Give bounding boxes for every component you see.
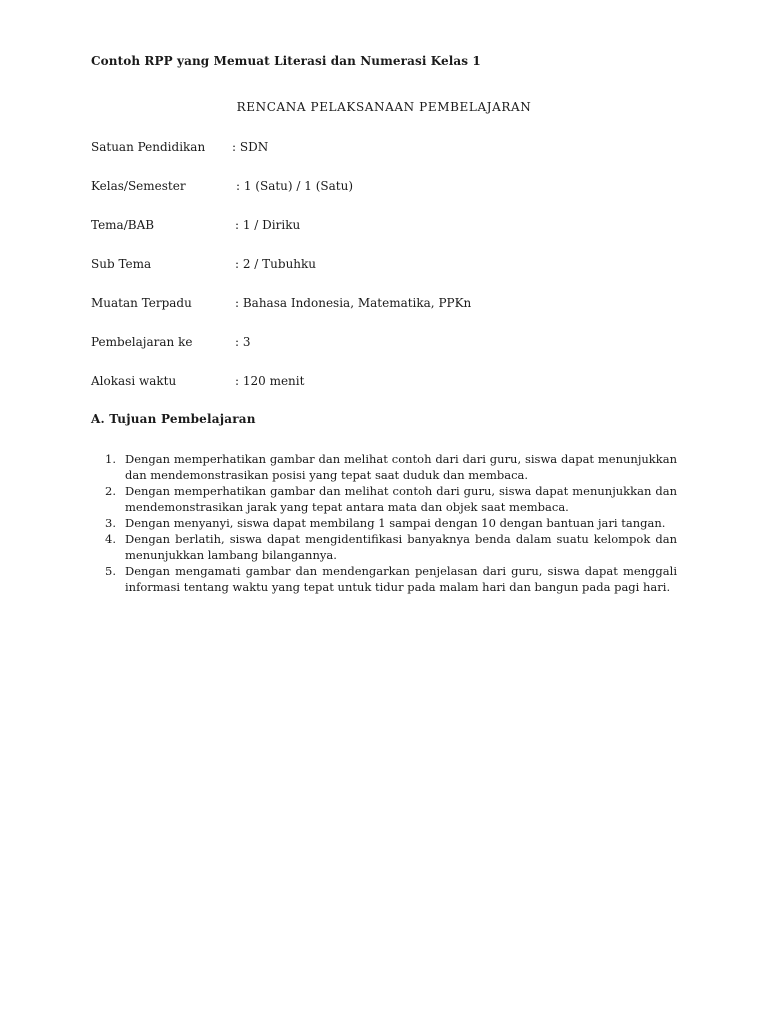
list-item <box>91 563 677 595</box>
list-item-number: 3. <box>105 516 116 530</box>
list-item-number: 1. <box>105 452 116 466</box>
list-item-number: 5. <box>105 564 116 578</box>
info-value: : 3 <box>235 335 251 349</box>
info-value: : Bahasa Indonesia, Matematika, PPKn <box>235 296 472 310</box>
list-item <box>91 451 677 483</box>
info-label: Satuan Pendidikan <box>91 140 206 154</box>
info-label: Pembelajaran ke <box>91 335 193 349</box>
info-label: Sub Tema <box>91 257 152 271</box>
list-item-number: 4. <box>105 532 116 546</box>
info-value: : 1 / Diriku <box>235 218 301 232</box>
info-label: Tema/BAB <box>91 218 155 232</box>
info-value: : 120 menit <box>235 374 305 388</box>
document-title: Contoh RPP yang Memuat Literasi dan Numerasi Kelas 1 <box>91 54 481 68</box>
list-item <box>91 483 677 515</box>
list-item <box>91 531 677 563</box>
list-item <box>91 515 677 531</box>
list-item-text: Dengan memperhatikan gambar dan melihat contoh dari dari guru, siswa dapat menunjukkan dan mendemonstrasikan posisi yang tepat saat duduk dan membaca. <box>125 452 677 482</box>
objectives-list <box>91 451 677 595</box>
info-value: : 1 (Satu) / 1 (Satu) <box>236 179 354 193</box>
info-label: Alokasi waktu <box>91 374 177 388</box>
main-heading: RENCANA PELAKSANAAN PEMBELAJARAN <box>236 100 532 114</box>
info-value: : 2 / Tubuhku <box>235 257 317 271</box>
info-label: Muatan Terpadu <box>91 296 192 310</box>
list-item-text: Dengan mengamati gambar dan mendengarkan penjelasan dari guru, siswa dapat menggali informasi tentang waktu yang tepat untuk tidur pada malam hari dan bangun pada pagi hari. <box>125 564 677 594</box>
list-item-text: Dengan memperhatikan gambar dan melihat contoh dari guru, siswa dapat menunjukkan dan mendemonstrasikan jarak yang tepat antara mata dan objek saat membaca. <box>125 484 677 514</box>
info-value: : SDN <box>232 140 269 154</box>
list-item-text: Dengan menyanyi, siswa dapat membilang 1 sampai dengan 10 dengan bantuan jari tangan. <box>125 516 666 530</box>
section-heading-tujuan: A. Tujuan Pembelajaran <box>91 412 256 426</box>
list-item-number: 2. <box>105 484 116 498</box>
info-label: Kelas/Semester <box>91 179 186 193</box>
list-item-text: Dengan berlatih, siswa dapat mengidentifikasi banyaknya benda dalam suatu kelompok dan menunjukkan lambang bilangannya. <box>125 532 677 562</box>
